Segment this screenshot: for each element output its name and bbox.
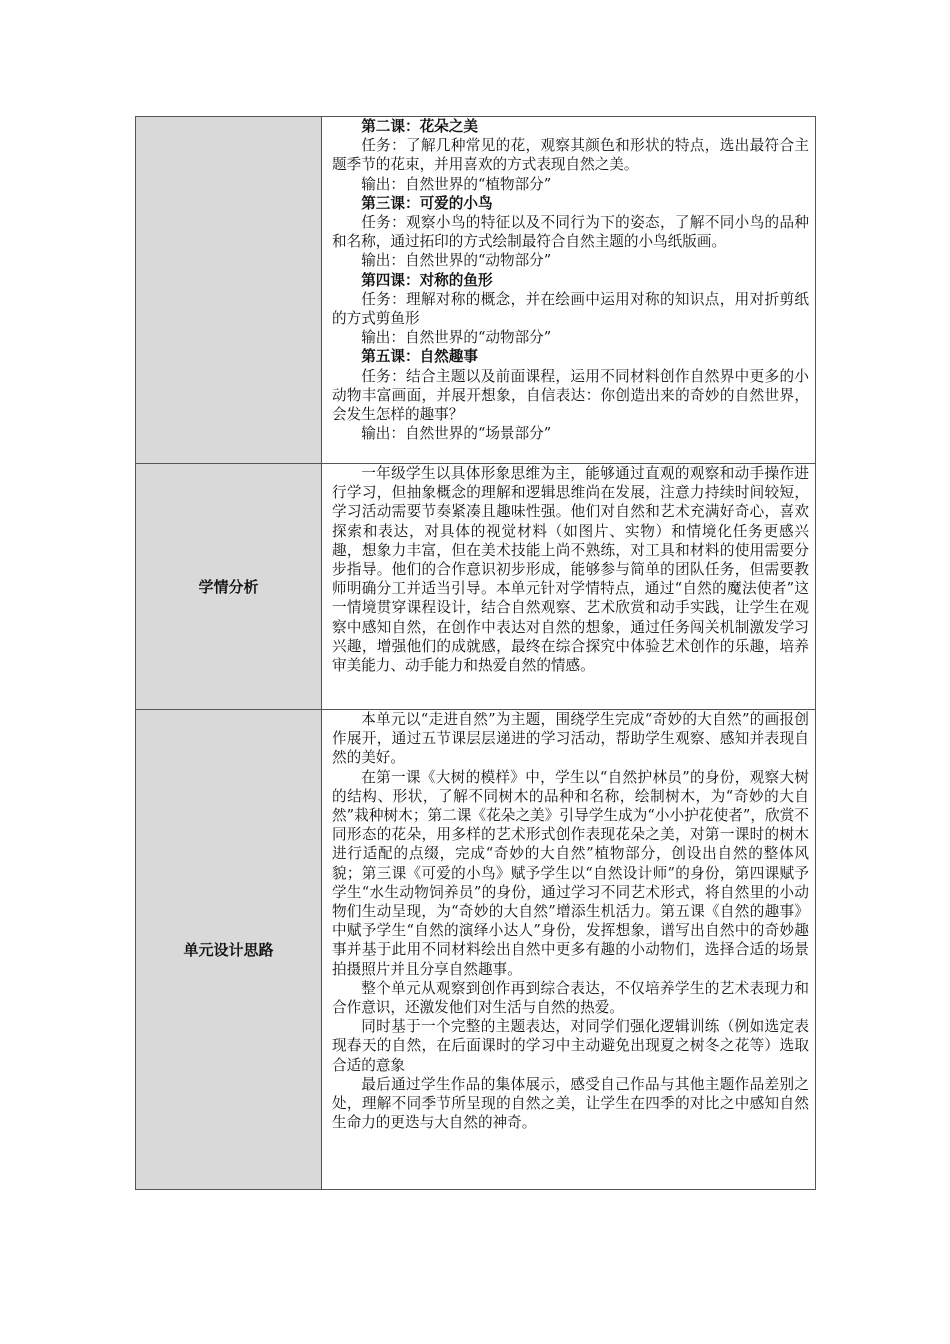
lesson2-output: 输出：自然世界的“植物部分” [361,175,552,193]
unit-design-content [322,710,816,1190]
table-row-unit-design [136,710,816,1190]
table-row-lessons [136,117,816,464]
lesson2-title: 第二课：花朵之美 [361,118,478,135]
row-label-lessons [136,117,322,464]
learner-analysis-text: 一年级学生以具体形象思维为主，能够通过直观的观察和动手操作进行学习，但抽象概念的理解和逻辑思维尚在发展，注意力持续时间较短，学习活动需要节奏紧凑且趣味性强。他们对自然和艺术充满好奇心，喜欢探索和表达，对具体的视觉材料（如图片、实物）和情境化任务更感兴趣，想象力丰富，但在美术技能上尚不熟练，对工具和材料的使用需要分步指导。他们的合作意识初步形成，能够参与简单的团队任务，但需要教师明确分工并适当引导。本单元针对学情特点，通过“自然的魔法使者”这一情境贯穿课程设计，结合自然观察、艺术欣赏和动手实践，让学生在观察中感知自然，在创作中表达对自然的想象，通过任务闯关机制激发学习兴趣，增强他们的成就感，最终在综合探究中体验艺术创作的乐趣，培养审美能力、动手能力和热爱自然的情感。 [332,465,809,675]
lesson3-title: 第三课：可爱的小鸟 [361,194,493,212]
lesson4-output: 输出：自然世界的“动物部分” [361,329,552,347]
lessons-content [322,117,816,464]
lesson3-output: 输出：自然世界的“动物部分” [361,252,552,270]
learner-analysis-content [322,464,816,710]
lesson3-task: 任务：观察小鸟的特征以及不同行为下的姿态，了解不同小鸟的品种和名称，通过拓印的方式绘制最符合自然主题的小鸟纸版画。 [332,214,809,251]
lesson5-output: 输出：自然世界的“场景部分” [361,425,552,443]
row-label-unit-design: 单元设计思路 [136,710,322,1190]
lesson5-title: 第五课：自然趣事 [361,348,478,366]
lesson4-task: 任务：理解对称的概念，并在绘画中运用对称的知识点，用对折剪纸的方式剪鱼形 [332,290,809,328]
lesson-plan-table [135,116,816,1190]
unit-design-paragraph-4: 同时基于一个完整的主题表达，对同学们强化逻辑训练（例如选定表现春天的自然，在后面课时的学习中主动避免出现夏之树冬之花等）选取合适的意象 [332,1018,809,1074]
unit-design-paragraph-1: 本单元以“走进自然”为主题，围绕学生完成“奇妙的大自然”的画报创作展开，通过五节课层层递进的学习活动，帮助学生观察、感知并表现自然的美好。 [332,711,809,767]
lesson2-task: 任务：了解几种常见的花，观察其颜色和形状的特点，选出最符合主题季节的花束，并用喜欢的方式表现自然之美。 [332,137,809,174]
lesson5-task: 任务：结合主题以及前面课程，运用不同材料创作自然界中更多的小动物丰富画面，并展开想象，自信表达：你创造出来的奇妙的自然世界，会发生怎样的趣事？ [332,367,809,424]
table-row-learner-analysis [136,464,816,710]
unit-design-paragraph-5: 最后通过学生作品的集体展示，感受自己作品与其他主题作品差别之处，理解不同季节所呈现的自然之美，让学生在四季的对比之中感知自然生命力的更迭与大自然的神奇。 [332,1075,809,1132]
lesson4-title: 第四课：对称的鱼形 [361,271,493,289]
unit-design-paragraph-2: 在第一课《大树的模样》中，学生以“自然护林员”的身份，观察大树的结构、形状，了解不同树木的品种和名称，绘制树木，为“奇妙的大自然”栽种树木；第二课《花朵之美》引导学生成为“小小护花使者”，欣赏不同形态的花朵，用多样的艺术形式创作表现花朵之美，对第一课时的树木进行适配的点缀，完成“奇妙的大自然”植物部分，创设出自然的整体风貌；第三课《可爱的小鸟》赋予学生以“自然设计师”的身份，第四课赋予学生“水生动物饲养员”的身份，通过学习不同艺术形式，将自然里的小动物们生动呈现，为“奇妙的大自然”增添生机活力。第五课《自然的趣事》中赋予学生“自然的演绎小达人”身份，发挥想象，谱写出自然中的奇妙趣事并基于此用不同材料绘出自然中更多有趣的小动物们，选择合适的场景拍摄照片并且分享自然趣事。 [332,768,809,978]
unit-design-paragraph-3: 整个单元从观察到创作再到综合表达，不仅培养学生的艺术表现力和合作意识，还激发他们对生活与自然的热爱。 [332,979,809,1017]
row-label-learner-analysis: 学情分析 [136,464,322,710]
